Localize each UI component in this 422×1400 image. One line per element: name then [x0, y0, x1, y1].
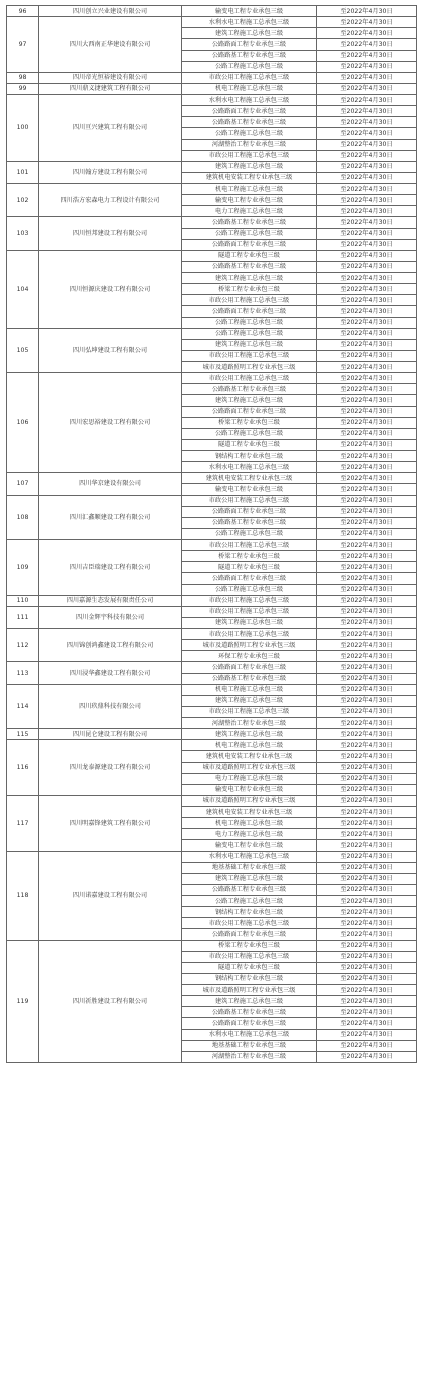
company-name-cell: 四川恒源庆建设工程有限公司 [39, 250, 182, 328]
expiry-date-cell: 至2022年4月30日 [317, 651, 417, 662]
expiry-date-cell: 至2022年4月30日 [317, 729, 417, 740]
expiry-date-cell: 至2022年4月30日 [317, 384, 417, 395]
qualification-cell: 公路路基工程专业承包三级 [182, 50, 317, 61]
table-row [7, 72, 417, 83]
qualification-cell: 公路工程施工总承包三级 [182, 228, 317, 239]
qualification-cell: 建筑机电安装工程专业承包三级 [182, 473, 317, 484]
serial-number-cell: 106 [7, 373, 39, 473]
serial-number-cell: 105 [7, 328, 39, 373]
expiry-date-cell: 至2022年4月30日 [317, 851, 417, 862]
expiry-date-cell: 至2022年4月30日 [317, 439, 417, 450]
company-name-cell: 四川帝光恒裕建设有限公司 [39, 72, 182, 83]
table-row [7, 606, 417, 617]
qualification-cell: 环保工程专业承包三级 [182, 651, 317, 662]
qualification-cell: 河湖整治工程专业承包三级 [182, 718, 317, 729]
qualification-cell: 输变电工程专业承包三级 [182, 784, 317, 795]
qualification-cell: 公路工程施工总承包三级 [182, 61, 317, 72]
qualification-cell: 钢结构工程专业承包三级 [182, 451, 317, 462]
expiry-date-cell: 至2022年4月30日 [317, 261, 417, 272]
qualification-cell: 公路工程施工总承包三级 [182, 317, 317, 328]
qualification-cell: 建筑工程施工总承包三级 [182, 395, 317, 406]
company-name-cell: 四川创立兴业建设有限公司 [39, 6, 182, 17]
company-name-cell: 四川弘坤建设工程有限公司 [39, 328, 182, 373]
qualification-cell: 公路路面工程专业承包三级 [182, 406, 317, 417]
expiry-date-cell: 至2022年4月30日 [317, 985, 417, 996]
qualification-cell: 公路工程施工总承包三级 [182, 128, 317, 139]
serial-number-cell: 102 [7, 184, 39, 217]
qualification-cell: 城市及道路照明工程专业承包三级 [182, 985, 317, 996]
expiry-date-cell: 至2022年4月30日 [317, 662, 417, 673]
expiry-date-cell: 至2022年4月30日 [317, 150, 417, 161]
expiry-date-cell: 至2022年4月30日 [317, 718, 417, 729]
expiry-date-cell: 至2022年4月30日 [317, 962, 417, 973]
qualification-cell: 市政公用工程施工总承包三级 [182, 606, 317, 617]
qualification-cell: 隧道工程专业承包三级 [182, 439, 317, 450]
expiry-date-cell: 至2022年4月30日 [317, 206, 417, 217]
serial-number-cell: 115 [7, 729, 39, 740]
table-row [7, 373, 417, 384]
qualification-cell: 公路路基工程专业承包三级 [182, 673, 317, 684]
expiry-date-cell: 至2022年4月30日 [317, 161, 417, 172]
expiry-date-cell: 至2022年4月30日 [317, 862, 417, 873]
expiry-date-cell: 至2022年4月30日 [317, 83, 417, 94]
serial-number-cell: 118 [7, 851, 39, 940]
expiry-date-cell: 至2022年4月30日 [317, 339, 417, 350]
expiry-date-cell: 至2022年4月30日 [317, 884, 417, 895]
table-row [7, 473, 417, 484]
qualification-cell: 公路路面工程专业承包三级 [182, 39, 317, 50]
qualification-cell: 建筑机电安装工程专业承包三级 [182, 172, 317, 183]
expiry-date-cell: 至2022年4月30日 [317, 39, 417, 50]
qualification-cell: 市政公用工程施工总承包三级 [182, 373, 317, 384]
company-name-cell: 四川诺嘉建设工程有限公司 [39, 851, 182, 940]
expiry-date-cell: 至2022年4月30日 [317, 17, 417, 28]
qualification-cell: 公路路基工程专业承包三级 [182, 384, 317, 395]
qualification-cell: 建筑工程施工总承包三级 [182, 273, 317, 284]
qualification-cell: 公路路面工程专业承包三级 [182, 106, 317, 117]
qualification-cell: 公路路面工程专业承包三级 [182, 1018, 317, 1029]
company-name-cell: 四川锦创鸿鑫建设工程有限公司 [39, 629, 182, 662]
qualification-cell: 桥梁工程专业承包三级 [182, 940, 317, 951]
table-row [7, 17, 417, 28]
expiry-date-cell: 至2022年4月30日 [317, 706, 417, 717]
company-name-cell: 四川浸华鑫建设工程有限公司 [39, 662, 182, 684]
qualification-cell: 隧道工程专业承包三级 [182, 250, 317, 261]
qualification-cell: 建筑工程施工总承包三级 [182, 996, 317, 1007]
expiry-date-cell: 至2022年4月30日 [317, 1007, 417, 1018]
expiry-date-cell: 至2022年4月30日 [317, 328, 417, 339]
expiry-date-cell: 至2022年4月30日 [317, 106, 417, 117]
company-name-cell: 四川汇鑫顺建设工程有限公司 [39, 495, 182, 540]
qualification-cell: 建筑工程施工总承包三级 [182, 161, 317, 172]
qualification-cell: 公路工程施工总承包三级 [182, 896, 317, 907]
serial-number-cell: 104 [7, 250, 39, 328]
expiry-date-cell: 至2022年4月30日 [317, 495, 417, 506]
expiry-date-cell: 至2022年4月30日 [317, 484, 417, 495]
qualification-cell: 建筑工程施工总承包三级 [182, 339, 317, 350]
expiry-date-cell: 至2022年4月30日 [317, 784, 417, 795]
company-name-cell: 四川翰方建设工程有限公司 [39, 161, 182, 183]
qualification-cell: 公路路基工程专业承包三级 [182, 117, 317, 128]
serial-number-cell: 109 [7, 540, 39, 596]
qualification-cell: 公路路基工程专业承包三级 [182, 261, 317, 272]
qualification-cell: 公路路面工程专业承包三级 [182, 506, 317, 517]
qualification-cell: 市政公用工程施工总承包三级 [182, 595, 317, 606]
expiry-date-cell: 至2022年4月30日 [317, 273, 417, 284]
company-name-cell: 四川金辉宇科技有限公司 [39, 606, 182, 628]
company-name-cell: 四川龙泰源建设工程有限公司 [39, 740, 182, 796]
table-body [7, 6, 417, 1063]
expiry-date-cell: 至2022年4月30日 [317, 239, 417, 250]
serial-number-cell: 100 [7, 95, 39, 162]
qualification-cell: 市政公用工程施工总承包三级 [182, 706, 317, 717]
qualification-cell: 钢结构工程专业承包三级 [182, 907, 317, 918]
qualification-cell: 城市及道路照明工程专业承包三级 [182, 795, 317, 806]
qualification-cell: 地基基础工程专业承包三级 [182, 1040, 317, 1051]
expiry-date-cell: 至2022年4月30日 [317, 195, 417, 206]
qualification-cell: 建筑机电安装工程专业承包三级 [182, 751, 317, 762]
table-row [7, 6, 417, 17]
expiry-date-cell: 至2022年4月30日 [317, 829, 417, 840]
serial-number-cell: 103 [7, 217, 39, 250]
qualification-cell: 公路路基工程专业承包三级 [182, 1007, 317, 1018]
serial-number-cell: 99 [7, 83, 39, 94]
expiry-date-cell: 至2022年4月30日 [317, 740, 417, 751]
qualification-cell: 公路路面工程专业承包三级 [182, 306, 317, 317]
table-row [7, 250, 417, 261]
table-row [7, 184, 417, 195]
qualification-cell: 输变电工程专业承包三级 [182, 6, 317, 17]
table-row [7, 795, 417, 806]
qualification-cell: 市政公用工程施工总承包三级 [182, 495, 317, 506]
serial-number-cell: 97 [7, 17, 39, 73]
expiry-date-cell: 至2022年4月30日 [317, 907, 417, 918]
expiry-date-cell: 至2022年4月30日 [317, 695, 417, 706]
expiry-date-cell: 至2022年4月30日 [317, 462, 417, 473]
expiry-date-cell: 至2022年4月30日 [317, 896, 417, 907]
company-name-cell: 四川浩方宏森电力工程设计有限公司 [39, 184, 182, 217]
company-name-cell: 四川玖鼎科技有限公司 [39, 684, 182, 729]
serial-number-cell: 119 [7, 940, 39, 1062]
expiry-date-cell: 至2022年4月30日 [317, 918, 417, 929]
expiry-date-cell: 至2022年4月30日 [317, 640, 417, 651]
qualification-cell: 公路工程施工总承包三级 [182, 428, 317, 439]
table-row [7, 495, 417, 506]
expiry-date-cell: 至2022年4月30日 [317, 117, 417, 128]
qualification-cell: 桥梁工程专业承包三级 [182, 417, 317, 428]
company-name-cell: 四川宏思裕建设工程有限公司 [39, 373, 182, 473]
qualification-cell: 河湖整治工程专业承包三级 [182, 139, 317, 150]
expiry-date-cell: 至2022年4月30日 [317, 606, 417, 617]
expiry-date-cell: 至2022年4月30日 [317, 540, 417, 551]
expiry-date-cell: 至2022年4月30日 [317, 818, 417, 829]
expiry-date-cell: 至2022年4月30日 [317, 1051, 417, 1062]
qualification-cell: 建筑工程施工总承包三级 [182, 28, 317, 39]
expiry-date-cell: 至2022年4月30日 [317, 517, 417, 528]
company-name-cell: 四川明嘉锋建筑工程有限公司 [39, 795, 182, 851]
qualification-cell: 水利水电工程施工总承包三级 [182, 17, 317, 28]
qualification-cell: 机电工程施工总承包三级 [182, 684, 317, 695]
qualification-cell: 市政公用工程施工总承包三级 [182, 918, 317, 929]
qualification-cell: 桥梁工程专业承包三级 [182, 284, 317, 295]
table-row [7, 729, 417, 740]
expiry-date-cell: 至2022年4月30日 [317, 595, 417, 606]
qualification-cell: 市政公用工程施工总承包三级 [182, 629, 317, 640]
expiry-date-cell: 至2022年4月30日 [317, 139, 417, 150]
qualification-cell: 公路工程施工总承包三级 [182, 528, 317, 539]
qualification-cell: 市政公用工程施工总承包三级 [182, 295, 317, 306]
serial-number-cell: 107 [7, 473, 39, 495]
qualification-cell: 输变电工程专业承包三级 [182, 484, 317, 495]
serial-number-cell: 113 [7, 662, 39, 684]
qualification-cell: 城市及道路照明工程专业承包三级 [182, 640, 317, 651]
expiry-date-cell: 至2022年4月30日 [317, 295, 417, 306]
qualification-cell: 城市及道路照明工程专业承包三级 [182, 362, 317, 373]
table-row [7, 161, 417, 172]
expiry-date-cell: 至2022年4月30日 [317, 217, 417, 228]
expiry-date-cell: 至2022年4月30日 [317, 1029, 417, 1040]
expiry-date-cell: 至2022年4月30日 [317, 629, 417, 640]
qualification-cell: 水利水电工程施工总承包三级 [182, 462, 317, 473]
qualification-cell: 输变电工程专业承包三级 [182, 840, 317, 851]
qualification-cell: 机电工程施工总承包三级 [182, 83, 317, 94]
qualification-cell: 公路路面工程专业承包三级 [182, 929, 317, 940]
qualification-cell: 市政公用工程施工总承包三级 [182, 540, 317, 551]
expiry-date-cell: 至2022年4月30日 [317, 1018, 417, 1029]
serial-number-cell: 114 [7, 684, 39, 729]
expiry-date-cell: 至2022年4月30日 [317, 773, 417, 784]
qualification-cell: 市政公用工程施工总承包三级 [182, 951, 317, 962]
expiry-date-cell: 至2022年4月30日 [317, 72, 417, 83]
expiry-date-cell: 至2022年4月30日 [317, 528, 417, 539]
expiry-date-cell: 至2022年4月30日 [317, 128, 417, 139]
expiry-date-cell: 至2022年4月30日 [317, 406, 417, 417]
qualification-cell: 机电工程施工总承包三级 [182, 740, 317, 751]
qualification-cell: 公路工程施工总承包三级 [182, 584, 317, 595]
company-name-cell: 四川昆仑建设工程有限公司 [39, 729, 182, 740]
expiry-date-cell: 至2022年4月30日 [317, 807, 417, 818]
table-row [7, 217, 417, 228]
company-name-cell: 四川鼎义捷建筑工程有限公司 [39, 83, 182, 94]
qualification-cell: 市政公用工程施工总承包三级 [182, 150, 317, 161]
expiry-date-cell: 至2022年4月30日 [317, 1040, 417, 1051]
expiry-date-cell: 至2022年4月30日 [317, 362, 417, 373]
qualification-cell: 水利水电工程施工总承包三级 [182, 95, 317, 106]
expiry-date-cell: 至2022年4月30日 [317, 996, 417, 1007]
expiry-date-cell: 至2022年4月30日 [317, 473, 417, 484]
company-name-cell: 四川嘉源生态发展有限责任公司 [39, 595, 182, 606]
qualification-cell: 地基基础工程专业承包三级 [182, 862, 317, 873]
serial-number-cell: 98 [7, 72, 39, 83]
table-row [7, 328, 417, 339]
serial-number-cell: 112 [7, 629, 39, 662]
table-row [7, 629, 417, 640]
qualification-cell: 建筑机电安装工程专业承包三级 [182, 807, 317, 818]
expiry-date-cell: 至2022年4月30日 [317, 428, 417, 439]
expiry-date-cell: 至2022年4月30日 [317, 284, 417, 295]
qualification-cell: 电力工程施工总承包三级 [182, 206, 317, 217]
qualification-cell: 电力工程施工总承包三级 [182, 773, 317, 784]
expiry-date-cell: 至2022年4月30日 [317, 840, 417, 851]
expiry-date-cell: 至2022年4月30日 [317, 795, 417, 806]
expiry-date-cell: 至2022年4月30日 [317, 451, 417, 462]
company-name-cell: 四川亘兴建筑工程有限公司 [39, 95, 182, 162]
serial-number-cell: 96 [7, 6, 39, 17]
serial-number-cell: 108 [7, 495, 39, 540]
table-row [7, 662, 417, 673]
expiry-date-cell: 至2022年4月30日 [317, 61, 417, 72]
qualification-cell: 机电工程施工总承包三级 [182, 184, 317, 195]
table-row [7, 684, 417, 695]
serial-number-cell: 111 [7, 606, 39, 628]
expiry-date-cell: 至2022年4月30日 [317, 506, 417, 517]
expiry-date-cell: 至2022年4月30日 [317, 250, 417, 261]
qualification-cell: 公路路面工程专业承包三级 [182, 239, 317, 250]
expiry-date-cell: 至2022年4月30日 [317, 6, 417, 17]
qualification-cell: 公路路面工程专业承包三级 [182, 573, 317, 584]
serial-number-cell: 101 [7, 161, 39, 183]
expiry-date-cell: 至2022年4月30日 [317, 951, 417, 962]
expiry-date-cell: 至2022年4月30日 [317, 306, 417, 317]
table-row [7, 83, 417, 94]
expiry-date-cell: 至2022年4月30日 [317, 573, 417, 584]
expiry-date-cell: 至2022年4月30日 [317, 373, 417, 384]
expiry-date-cell: 至2022年4月30日 [317, 184, 417, 195]
qualification-cell: 建筑工程施工总承包三级 [182, 729, 317, 740]
qualification-cell: 市政公用工程施工总承包三级 [182, 72, 317, 83]
company-name-cell: 四川大西南正华建设有限公司 [39, 17, 182, 73]
expiry-date-cell: 至2022年4月30日 [317, 940, 417, 951]
serial-number-cell: 110 [7, 595, 39, 606]
qualification-cell: 隧道工程专业承包三级 [182, 962, 317, 973]
expiry-date-cell: 至2022年4月30日 [317, 973, 417, 984]
table-row [7, 940, 417, 951]
qualification-cell: 隧道工程专业承包三级 [182, 562, 317, 573]
expiry-date-cell: 至2022年4月30日 [317, 762, 417, 773]
qualification-cell: 水利水电工程施工总承包三级 [182, 851, 317, 862]
expiry-date-cell: 至2022年4月30日 [317, 873, 417, 884]
expiry-date-cell: 至2022年4月30日 [317, 584, 417, 595]
qualification-cell: 钢结构工程专业承包三级 [182, 973, 317, 984]
qualification-cell: 建筑工程施工总承包三级 [182, 695, 317, 706]
table-row [7, 595, 417, 606]
expiry-date-cell: 至2022年4月30日 [317, 673, 417, 684]
qualification-cell: 河湖整治工程专业承包三级 [182, 1051, 317, 1062]
expiry-date-cell: 至2022年4月30日 [317, 751, 417, 762]
expiry-date-cell: 至2022年4月30日 [317, 172, 417, 183]
qualification-cell: 公路路基工程专业承包三级 [182, 884, 317, 895]
qualification-cell: 城市及道路照明工程专业承包三级 [182, 762, 317, 773]
expiry-date-cell: 至2022年4月30日 [317, 350, 417, 361]
expiry-date-cell: 至2022年4月30日 [317, 95, 417, 106]
qualification-cell: 水利水电工程施工总承包三级 [182, 1029, 317, 1040]
qualification-cell: 公路路基工程专业承包三级 [182, 517, 317, 528]
qualification-cell: 市政公用工程施工总承包三级 [182, 350, 317, 361]
expiry-date-cell: 至2022年4月30日 [317, 417, 417, 428]
qualification-cell: 桥梁工程专业承包三级 [182, 551, 317, 562]
qualification-cell: 输变电工程专业承包三级 [182, 195, 317, 206]
expiry-date-cell: 至2022年4月30日 [317, 929, 417, 940]
company-name-cell: 四川吉臣瑞建设工程有限公司 [39, 540, 182, 596]
table-row [7, 740, 417, 751]
table-row [7, 540, 417, 551]
expiry-date-cell: 至2022年4月30日 [317, 228, 417, 239]
expiry-date-cell: 至2022年4月30日 [317, 684, 417, 695]
expiry-date-cell: 至2022年4月30日 [317, 317, 417, 328]
qualification-table [6, 5, 417, 1063]
qualification-cell: 机电工程施工总承包三级 [182, 818, 317, 829]
table-row [7, 95, 417, 106]
qualification-cell: 电力工程施工总承包三级 [182, 829, 317, 840]
company-name-cell: 四川恒邦建设工程有限公司 [39, 217, 182, 250]
expiry-date-cell: 至2022年4月30日 [317, 551, 417, 562]
serial-number-cell: 117 [7, 795, 39, 851]
company-name-cell: 四川华京建设有限公司 [39, 473, 182, 495]
expiry-date-cell: 至2022年4月30日 [317, 28, 417, 39]
expiry-date-cell: 至2022年4月30日 [317, 50, 417, 61]
qualification-cell: 公路路基工程专业承包三级 [182, 217, 317, 228]
qualification-cell: 建筑工程施工总承包三级 [182, 873, 317, 884]
serial-number-cell: 116 [7, 740, 39, 796]
expiry-date-cell: 至2022年4月30日 [317, 562, 417, 573]
qualification-cell: 公路工程施工总承包三级 [182, 328, 317, 339]
expiry-date-cell: 至2022年4月30日 [317, 617, 417, 628]
table-row [7, 851, 417, 862]
company-name-cell: 四川祈胜建设工程有限公司 [39, 940, 182, 1062]
qualification-cell: 建筑工程施工总承包三级 [182, 617, 317, 628]
qualification-cell: 公路路面工程专业承包三级 [182, 662, 317, 673]
expiry-date-cell: 至2022年4月30日 [317, 395, 417, 406]
